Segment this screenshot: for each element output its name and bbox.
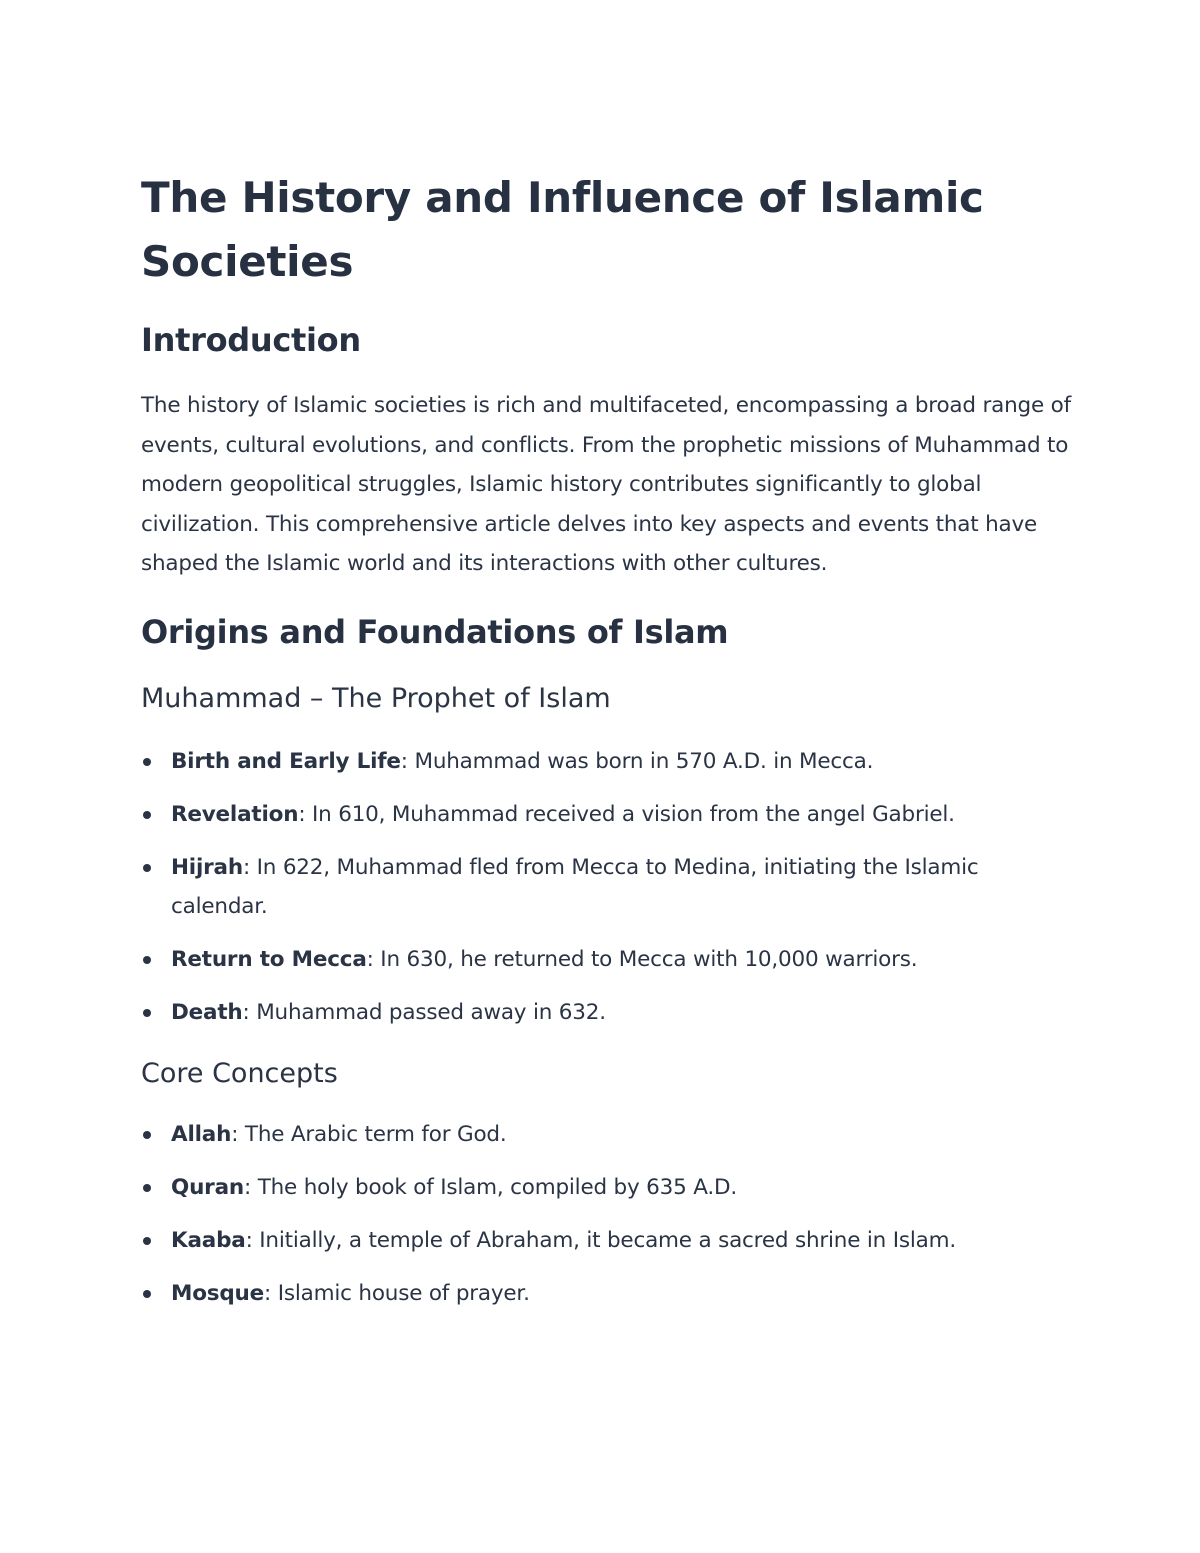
core-concepts-subheading: Core Concepts (141, 1057, 338, 1089)
bullet-icon (143, 1131, 151, 1139)
muhammad-list (141, 742, 1071, 1033)
list-item-text: : Initially, a temple of Abraham, it became a sacred shrine in Islam. (245, 1227, 956, 1253)
bullet-icon (143, 1009, 151, 1017)
bullet-icon (143, 1237, 151, 1245)
list-item-text: : In 610, Muhammad received a vision from the angel Gabriel. (298, 801, 955, 827)
list-item-text: : Muhammad was born in 570 A.D. in Mecca. (400, 748, 874, 774)
bullet-icon (143, 864, 151, 872)
bullet-icon (143, 811, 151, 819)
list-item-quran (141, 1168, 1071, 1208)
list-item-hijrah (141, 848, 1071, 927)
list-item-term: Hijrah (171, 854, 243, 880)
list-item-text: : Islamic house of prayer. (264, 1280, 530, 1306)
list-item-mosque (141, 1274, 1071, 1314)
list-item-text: : The Arabic term for God. (231, 1121, 507, 1147)
list-item-kaaba (141, 1221, 1071, 1261)
core-concepts-list (141, 1115, 1071, 1314)
list-item-return (141, 940, 1071, 980)
bullet-icon (143, 956, 151, 964)
list-item-term: Allah (171, 1121, 232, 1147)
list-item-text: : In 622, Muhammad fled from Mecca to Medina, initiating the Islamic calendar. (171, 854, 979, 919)
muhammad-subheading: Muhammad – The Prophet of Islam (141, 682, 611, 714)
list-item-revelation (141, 795, 1071, 835)
bullet-icon (143, 1290, 151, 1298)
list-item-text: : Muhammad passed away in 632. (242, 1000, 606, 1025)
list-item-text: : In 630, he returned to Mecca with 10,000 warriors. (366, 947, 918, 972)
bullet-icon (143, 758, 151, 766)
list-item-term: Quran (171, 1174, 245, 1200)
document-page (141, 166, 1071, 1313)
list-item-birth (141, 742, 1071, 782)
list-item-term: Death (171, 1000, 243, 1025)
introduction-paragraph: The history of Islamic societies is rich and multifaceted, encompassing a broad range of events, cultural evolutions, and conflicts. From the prophetic missions of Muhammad to modern geopolitical struggles, Islamic history contributes significantly to global civilization. This comprehensive article delves into key aspects and events that have shaped the Islamic world and its interactions with other cultures. (141, 393, 1071, 576)
list-item-term: Revelation (171, 801, 299, 827)
list-item-death (141, 993, 1071, 1033)
list-item-term: Kaaba (171, 1227, 246, 1253)
bullet-icon (143, 1184, 151, 1192)
page-title: The History and Influence of Islamic Societies (141, 173, 984, 286)
list-item-text: : The holy book of Islam, compiled by 635 A.D. (244, 1174, 737, 1200)
list-item-term: Mosque (171, 1280, 265, 1306)
introduction-heading: Introduction (141, 321, 361, 359)
list-item-allah (141, 1115, 1071, 1155)
list-item-term: Return to Mecca (171, 947, 367, 972)
list-item-term: Birth and Early Life (171, 748, 401, 774)
origins-heading: Origins and Foundations of Islam (141, 612, 729, 651)
